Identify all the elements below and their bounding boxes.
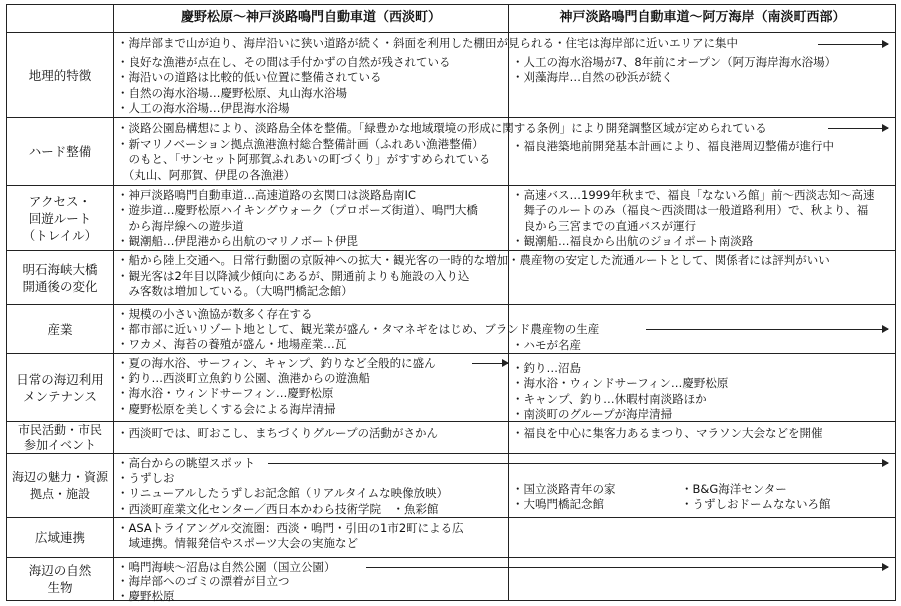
- row-nature-span: ・鳴門海峡～沼島は自然公園（国立公園）: [117, 560, 336, 574]
- table-border-top: [6, 4, 896, 5]
- row-infrastructure-left: ・新マリノベーション拠点漁港漁村総合整備計画（ふれあい漁港整備） のもと、「サンセット阿那賀ふれあいの町づくり」がすすめられている （丸山、阿那賀、伊毘の各漁港）: [117, 137, 491, 182]
- row-geography-left: ・良好な漁港が点在し、その間は手付かずの自然が残されている ・海沿いの道路は比較的低い位置に整備されている ・自然の海水浴場…慶野松原、丸山海水浴場 ・人工の海水浴場…伊毘海水浴場: [117, 55, 451, 115]
- row-civic-left: ・西淡町では、町おこし、まちづくりグループの活動がさかん: [117, 426, 438, 440]
- row-geography-span: ・海岸部まで山が迫り、海岸沿いに狭い道路が続く・斜面を利用した棚田が見られる・住宅は海岸部に近いエリアに集中: [117, 36, 738, 50]
- row-bridge-left: ・観光客は2年目以降減少傾向にあるが、開通前よりも施設の入り込 み客数は増加している。（大鳴門橋記念館）: [117, 269, 470, 299]
- row-attractions-right-b: ・B&G海洋センター ・うずしおドームなないろ館: [681, 482, 831, 512]
- row-label-geography: 地理的特徴: [28, 67, 92, 83]
- row-infrastructure-right: ・福良港築地前開発基本計画により、福良港周辺整備が進行中: [512, 139, 834, 153]
- row-daily-right: ・釣り…沼島 ・海水浴・ウィンドサーフィン…慶野松原 ・キャンプ、釣り…休暇村南淡路ほか ・南淡町のグループが海岸清掃: [512, 361, 729, 421]
- header-col2: 神戸淡路鳴門自動車道～阿万海岸（南淡町西部）: [559, 10, 846, 25]
- row-label-industry: 産業: [47, 321, 73, 337]
- row-civic-right: ・福良を中心に集客力あるまつり、マラソン大会などを開催: [512, 426, 823, 440]
- row-industry-left-bottom: ・ワカメ、海苔の養殖が盛ん・地場産業…瓦: [117, 337, 347, 351]
- row-industry-span: ・都市部に近いリゾート地として、観光業が盛ん・タマネギをはじめ、ブランド農産物の生産: [117, 322, 600, 336]
- row-attractions-span: ・高台からの眺望スポット: [117, 456, 255, 470]
- row-regional-left: ・ASAトライアングル交流圏：西淡・鳴門・引田の1市2町による広 域連携。情報発信やスポーツ大会の実施など: [117, 521, 464, 551]
- row-label-nature: 海辺の自然 生物: [28, 563, 92, 595]
- row-label-infrastructure: ハード整備: [28, 144, 92, 159]
- row-industry-right: ・ハモが名産: [512, 338, 581, 352]
- row-label-bridge-opening: 明石海峡大橋 開通後の変化: [22, 261, 98, 294]
- comparison-table: [6, 4, 896, 604]
- row-label-access: アクセス・ 回遊ルート （トレイル）: [22, 193, 98, 243]
- header-col1: 慶野松原～神戸淡路鳴門自動車道（西淡町）: [180, 10, 441, 25]
- row-geography-right: ・人工の海水浴場が7、8年前にオープン（阿万海岸海水浴場） ・刈藻海岸…自然の砂浜が続く: [512, 55, 837, 85]
- row-nature-left: ・海岸部へのゴミの漂着が目立つ ・慶野松原: [117, 574, 290, 604]
- row-label-daily-use: 日常の海辺利用 メンテナンス: [16, 371, 104, 404]
- row-access-left: ・神戸淡路鳴門自動車道…高速道路の玄関口は淡路島南IC ・遊歩道…慶野松原ハイキングウォーク（プロポーズ街道）、鳴門大橋 から海岸線への遊歩道 ・観潮船…伊毘港から出航のマリノボート伊毘: [117, 188, 478, 248]
- row-infrastructure-span: ・淡路公園島構想により、淡路島全体を整備。「緑豊かな地域環境の形成に関する条例」により開発調整区域が定められている: [117, 121, 767, 135]
- table-border-right: [895, 4, 896, 601]
- row-industry-left-top: ・規模の小さい漁協が数多く存在する: [117, 307, 313, 321]
- row-attractions-left: ・うずしお ・リニューアルしたうずしお記念館（リアルタイムな映像放映） ・西淡町産業文化センター／西日本かわら技術学院 ・魚彩館: [117, 471, 449, 516]
- row-label-regional: 広域連携: [34, 530, 85, 545]
- row-label-civic: 市民活動・市民 参加イベント: [17, 422, 102, 452]
- row-daily-span: ・夏の海水浴、サーフィン、キャンプ、釣りなど全般的に盛ん: [117, 356, 436, 370]
- row-daily-left: ・釣り…西淡町立魚釣り公園、漁港からの遊漁船 ・海水浴・ウィンドサーフィン…慶野松原 ・慶野松原を美しくする会による海岸清掃: [117, 371, 370, 416]
- row-bridge-span: ・船から陸上交通へ。日常行動圏の京阪神への拡大・観光客の一時的な増加・農産物の安定した流通ルートとして、関係者には評判がいい: [117, 253, 830, 267]
- row-attractions-right-a: ・国立淡路青年の家 ・大鳴門橋記念館: [512, 482, 616, 512]
- row-access-right: ・高速バス…1999年秋まで、福良「なないろ館」前～西淡志知～高速 舞子のルートのみ（福良～西淡間は一般道路利用）で、秋より、福 良から三宮までの直通バスが運行 ・観潮船…福良から出航のジョイポート南淡路: [512, 188, 875, 248]
- row-label-attractions: 海辺の魅力・資源 拠点・施設: [11, 469, 108, 501]
